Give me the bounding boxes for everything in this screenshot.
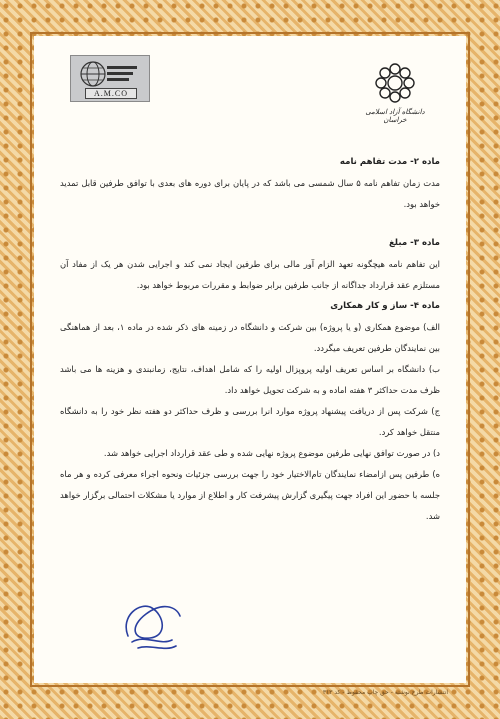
globe-icon xyxy=(77,60,143,88)
section-4-item-d: د) در صورت توافق نهایی طرفین موضوع پروژه نهایی شده و طی عقد قرارداد اجرایی خواهد شد. xyxy=(103,448,440,458)
section-3-heading: ماده ۳- مبلغ xyxy=(388,238,440,248)
section-2-heading: ماده ۲- مدت تفاهم نامه xyxy=(339,157,440,167)
section-2-paragraph: مدت زمان تفاهم نامه ۵ سال شمسی می باشد که در پایان برای دوره های بعدی با توافق طرفین قابل تمدید خواهد بود. xyxy=(60,178,440,209)
section-3-paragraph: این تفاهم نامه هیچگونه تعهد الزام آور مالی برای طرفین ایجاد نمی کند و اجرایی شدن هر یک از مفاد آن مستلزم عقد قرارداد جداگانه از جانب طرفین برابر ضوابط و مقررات مربوط خواهد بود. xyxy=(60,259,440,290)
document-body xyxy=(60,152,440,527)
section-4-item-e: ه) طرفین پس ازامضاء نمایندگان تام‌الاختیار خود را جهت بررسی جزئیات ونحوه اجراء معرفی کرده و هر ماه جلسه با حضور این افراد جهت پیگیری گزارش پیشرفت کار و اطلاع از موارد یا مشکلات احتمالی برگزار خواهد شد. xyxy=(60,469,440,521)
footer-imprint: انتشارات طرح نوشته - حق چاپ محفوظ - کد ۳۱۳ xyxy=(322,689,448,696)
university-logo xyxy=(355,60,435,130)
amco-logo xyxy=(70,55,150,102)
section-4-item-c: ج) شرکت پس از دریافت پیشنهاد پروژه موارد انرا بررسی و ظرف حداکثر دو هفته نظر خود را به دانشگاه منتقل خواهد کرد. xyxy=(60,406,440,437)
section-4-heading: ماده ۴- ساز و کار همکاری xyxy=(330,301,440,311)
university-name: دانشگاه آزاد اسلامی خراسان xyxy=(365,108,425,124)
section-4-item-a: الف) موضوع همکاری (و یا پروژه) بین شرکت و دانشگاه در زمینه های ذکر شده در ماده ۱، بعد از هماهنگی بین نمایندگان طرفین تعریف میگردد. xyxy=(60,322,440,353)
amco-logo-text: A.M.CO xyxy=(85,88,137,99)
signature-mark xyxy=(110,596,190,656)
section-4-item-b: ب) دانشگاه بر اساس تعریف اولیه پروپزال اولیه را که شامل اهداف، نتایج، زمانبندی و هزینه ها می باشد ظرف مدت حداکثر ۳ هفته اماده و به شرکت تحویل خواهد داد. xyxy=(60,364,440,395)
university-seal-icon xyxy=(371,60,419,106)
